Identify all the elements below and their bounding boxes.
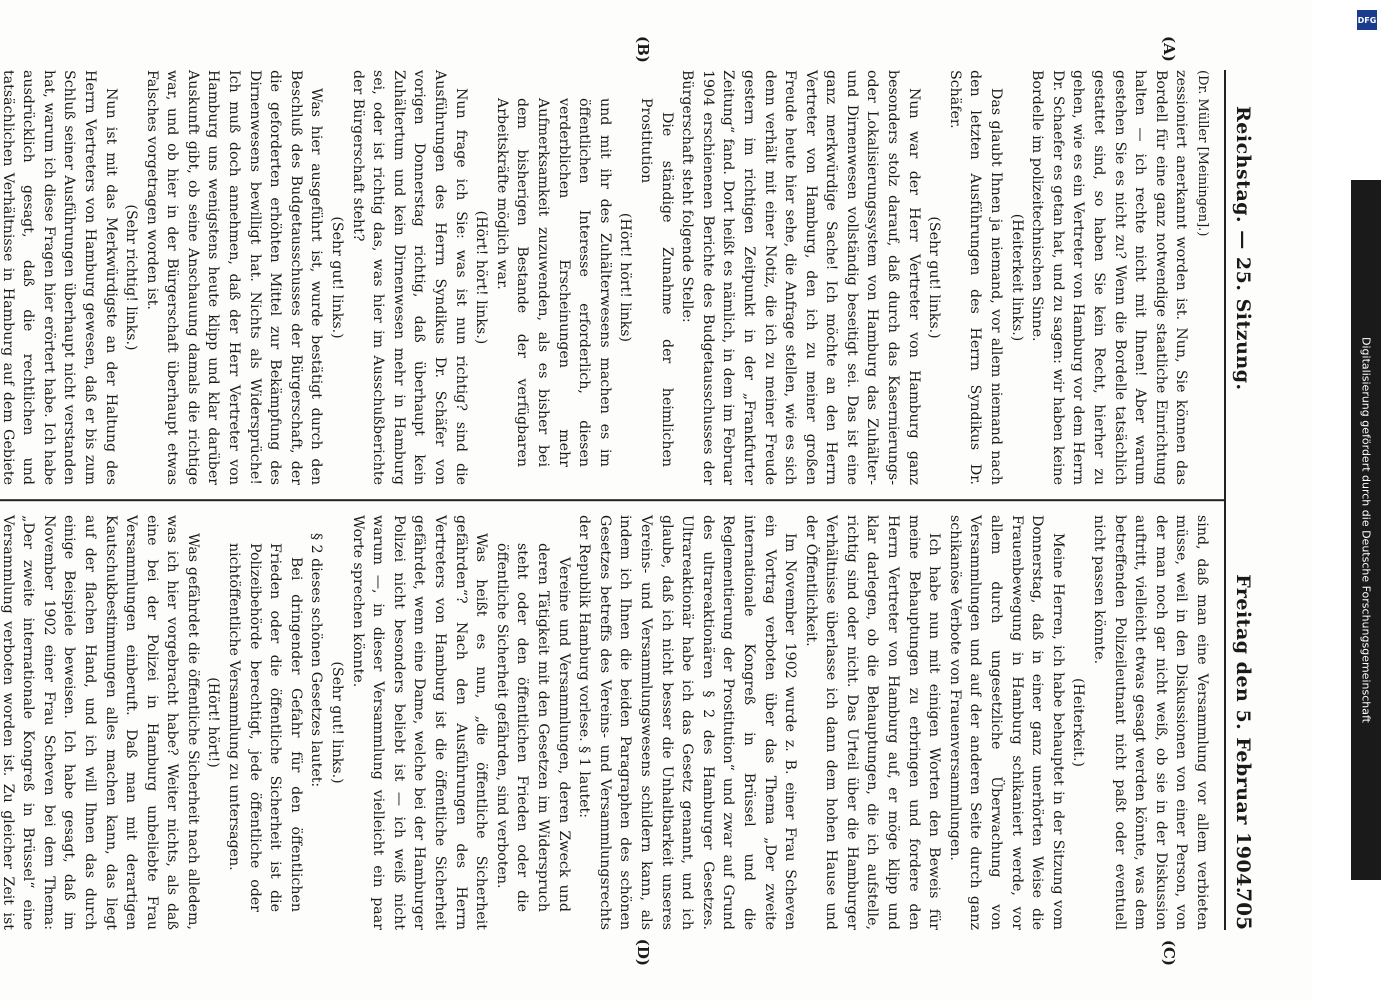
paragraph: Das glaubt Ihnen ja niemand, vor allem niemand nach den letzten Ausführungen des Herrn Syndikus Dr. Schäfer. — [946, 70, 1005, 485]
quotation: Vereine und Versammlungen, deren Zweck und deren Tätigkeit mit den Gesetzen im Widerspruch steht oder den öffentlichen Frieden oder die öffentliche Sicherheit gefährden, sind verboten. — [493, 543, 572, 912]
right-column — [0, 515, 1212, 930]
interjection: (Heiterkeit.) — [1070, 678, 1087, 767]
interjection: (Hört! hört! links.) — [473, 210, 490, 345]
digitization-note — [1351, 180, 1381, 880]
margin-marker-a: (A) — [1160, 36, 1178, 62]
margin-marker-b: (B) — [634, 36, 652, 63]
interjection: (Sehr gut! links.) — [926, 216, 943, 339]
paragraph: Nun frage ich Sie: was ist nun richtig? sind die Ausführungen des Herrn Syndikus Dr. Schäfer von vorigen Donnerstag richtig, daß überhaupt kein Zuhältertum und kein Dirnenwesen mehr in Hamburg sei, oder ist richtig das, was hier im Ausschußberichte der Bürgerschaft steht? — [349, 70, 469, 485]
left-column — [0, 70, 1212, 485]
paragraph: Nun ist mit das Merkwürdigste an der Haltung des Herrn Vertreters von Hamburg gewesen, daß er bis zum Schluß seiner Ausführungen überhaupt nicht verstanden hat, warum ich diese Fragen hier erörtert habe. Ich habe ausdrücklich gesagt, daß die rechtlichen und tatsächlichen Verhältnisse in Hamburg auf dem Gebiete — [0, 70, 119, 485]
paragraph: § 2 dieses schönen Gesetzes lautet: — [308, 533, 325, 788]
running-head — [1224, 70, 1256, 930]
quotation: Die ständige Zunahme der heimlichen Prostitution — [637, 98, 675, 467]
running-head-right: Freitag den 5. Februar 1904. — [1232, 574, 1254, 894]
margin-marker-d: (D) — [634, 938, 652, 966]
running-head-left: Reichstag. — 25. Sitzung. — [1232, 106, 1254, 391]
interjection: (Sehr richtig! links.) — [123, 204, 140, 351]
paragraph: sind, daß man eine Versammlung vor allem verbieten müsse, weil in den Diskussionen von einer Person, von der man noch gar nicht weiß, ob sie in der Diskussion auftritt, vielleicht etwas gesagt werden könnte, was dem betreffenden Polizeileutnant nicht paßt oder eventuell nicht passen könnte. — [1091, 515, 1210, 930]
interjection: (Sehr gut! links.) — [329, 661, 346, 784]
interjection: (Hört! hört! links) — [617, 212, 634, 343]
speaker-label: (Dr. Müller [Meiningen].) — [1195, 70, 1210, 237]
dfg-logo: DFG — [1357, 10, 1377, 30]
paragraph: zessioniert anerkannt worden ist. Nun, Sie können das Bordell für eine ganz notwendige staatliche Einrichtung halten — ich rechte nicht mit Ihnen! Aber warum gestehen Sie es nicht zu? Wenn die Bordelle tatsächlich gestattet sind, so haben Sie kein Recht, hierher zu gehen, wie es ein Vertreter von Hamburg vor dem Herrn Dr. Schaefer es getan hat, und zu sagen: wir haben keine Bordelle im polizeitechnischen Sinne. — [1029, 70, 1190, 485]
paragraph: Was gefährdet die öffentliche Sicherheit nach alledem, was ich hier vorgebracht habe? Weiter nichts, als daß eine bei der Polizei in Hamburg unbeliebte Frau Versammlungen einberuft. Daß man mit derartigen Kautschukbestimmungen alles machen kann, das liegt auf der flachen Hand, und ich will Ihnen das durch einige Beispiele beweisen. Ich habe gesagt, daß im November 1902 einer Frau Scheven bei dem Thema: „Der zweite internationale Kongreß in Brüssel“ eine Versammlung verboten worden ist. Zu gleicher Zeit ist — [0, 515, 201, 930]
paragraph: Im November 1902 wurde z. B. einer Frau Scheven ein Vortrag verboten über das Thema „Der zweite internationale Kongreß in Brüssel und die Reglementierung der Prostitution“ und zwar auf Grund des ultrareaktionären § 2 des Hamburger Gesetzes. Ultrareaktionär habe ich das Gesetz genannt, und ich glaube, daß ich nicht besser die Unhaltbarkeit unseres Vereins- und Versammlungswesens schildern kann, als indem ich Ihnen die beiden Paragraphen des schönen Gesetzes betreffs des Vereins- und Versammlungsrechts der Republik Hamburg vorlese. § 1 lautet: — [576, 515, 799, 930]
quotation: und mit ihr des Zuhälterwesens machen es im öffentlichen Interesse erforderlich, diesen verderblichen Erscheinungen mehr Aufmerksamkeit zuzuwenden, als es bisher bei dem bisherigen Bestande der verfügbaren Arbeitskräfte möglich war. — [493, 98, 613, 467]
interjection: (Heiterkeit links.) — [1008, 213, 1025, 342]
interjection: (Hört! hört!) — [205, 677, 222, 768]
digitization-note-text: Digitalisierung gefördert durch die Deutsche Forschungsgemeinschaft — [1359, 337, 1373, 723]
paragraph: Was heißt es nun, „die öffentliche Sicherheit gefährden“? Nach den Ausführungen des Herrn Vertreters von Hamburg ist die öffentliche Sicherheit gefährdet, wenn eine Dame, welche bei der Hamburger Polizei nicht besonders beliebt ist — ich weiß nicht warum —, in dieser Versammlung vielleicht ein paar Worte sprechen könnte. — [349, 515, 490, 930]
margin-marker-c: (C) — [1160, 939, 1178, 966]
paragraph: Nun war der Herr Vertreter von Hamburg ganz besonders stolz darauf, daß durch das Kasernierungs- oder Lokalisierungssystem von Hamburg das Zuhälter- und Dirnenwesen vollständig beseitigt sei. Das ist eine ganz merkwürdige Sache! Ich möchte an den Herrn Vertreter von Hamburg, den ich zu meiner großen Freude heute hier sehe, die Anfrage stellen, wie es sich denn verhält mit einer Notiz, die ich zu meiner Freude gestern im richtigen Zeitpunkt in der „Frankfurter Zeitung“ fand. Dort heißt es nämlich, in dem im Februar 1904 erschienenen Berichte des Budgetausschusses der Bürgerschaft steht folgende Stelle: — [679, 70, 922, 485]
paragraph: Was hier ausgeführt ist, wurde bestätigt durch den Beschluß des Budgetausschusses der Bürgerschaft, der die geforderten erhöhten Mittel zur Bekämpfung des Dirnenwesens bewilligt hat. Nichts als Widersprüche! Ich muß doch annehmen, daß der Herr Vertreter von Hamburg uns wenigstens heute klipp und klar darüber Auskunft gibt, ob seine Anschauung damals die richtige war, und ob hier in der Bürgerschaft überhaupt etwas Falsches vorgetragen worden ist. — [143, 70, 325, 485]
text-columns — [0, 36, 1212, 966]
quotation: Bei dringender Gefahr für den öffentlichen Frieden oder die öffentliche Sicherheit ist die Polizeibehörde berechtigt, jede öffentliche oder nichtöffentliche Versammlung zu untersagen. — [226, 543, 304, 912]
paragraph: Meine Herren, ich habe behauptet in der Sitzung vom Donnerstag, daß in einer ganz unerhörten Weise die Frauenbewegung in Hamburg schikaniert werde, vor allem durch ungesetzliche Überwachung von Versammlungen und auf der anderen Seite durch ganz schikanöse Verbote von Frauenversammlungen. — [946, 515, 1066, 930]
interjection: (Sehr gut! links.) — [329, 216, 346, 339]
column-divider — [0, 499, 1226, 501]
paragraph: Ich habe nun mit einigen Worten den Beweis für meine Behauptungen zu erbringen und fordere den Herrn Vertreter von Hamburg auf, er möge klipp und klar darlegen, ob die Behauptungen, die ich aufstelle, richtig sind oder nicht. Das Urteil über die Hamburger Verhältnisse überlasse ich dann dem hohen Hause und der Öffentlichkeit. — [802, 515, 943, 930]
page-number: 705 — [1232, 888, 1256, 930]
